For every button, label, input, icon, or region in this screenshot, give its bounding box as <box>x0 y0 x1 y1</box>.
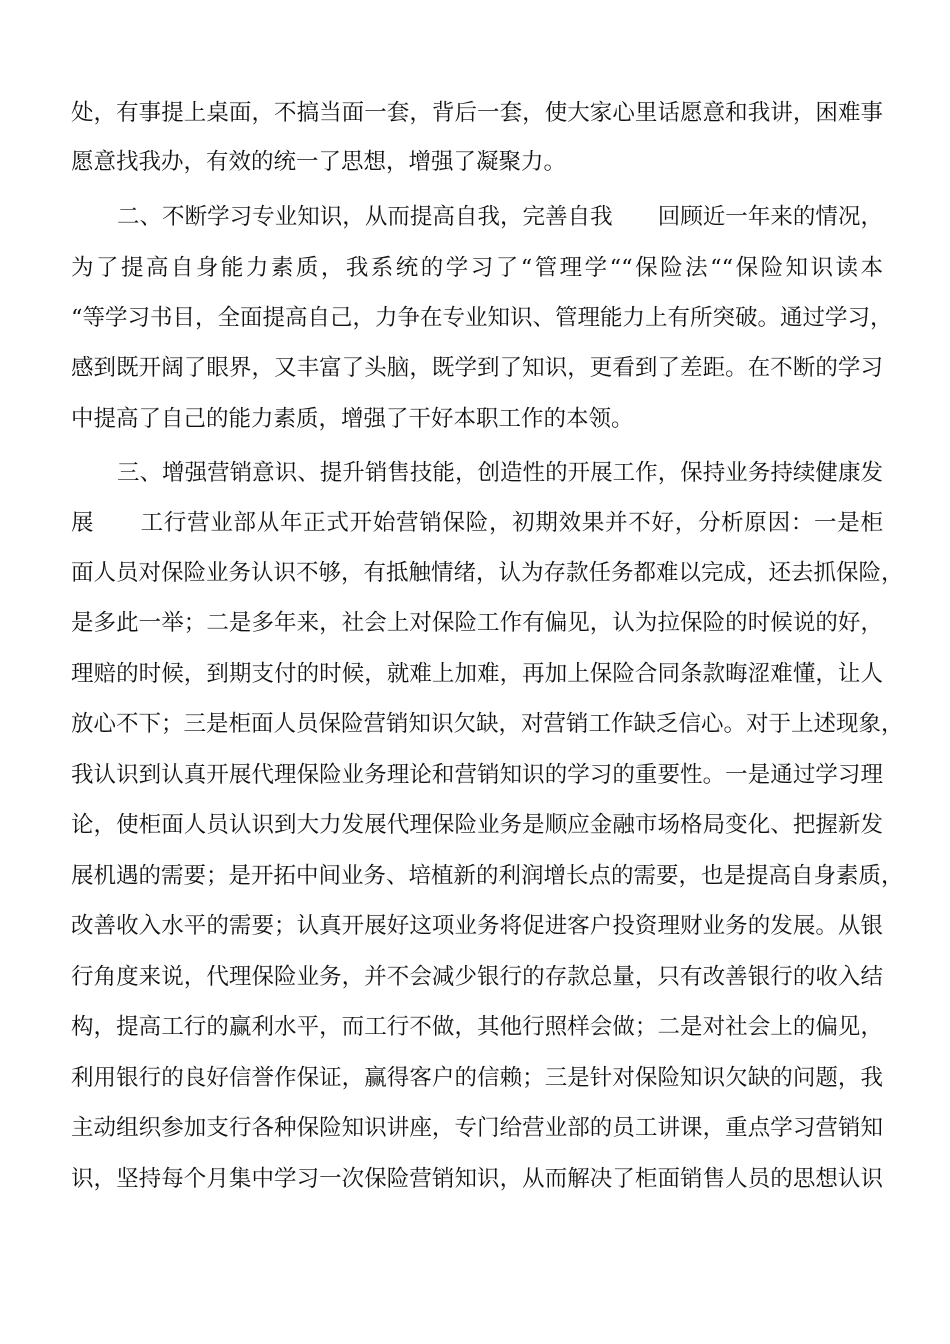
text-line-10: 面人员对保险业务认识不够，有抵触情绪，认为存款任务都难以完成，还去抓保险， <box>71 560 904 586</box>
text-line-16: 展机遇的需要；是开拓中间业务、培植新的利润增长点的需要，也是提高自身素质， <box>71 863 904 889</box>
text-line-22: 识，坚持每个月集中学习一次保险营销知识，从而解决了柜面销售人员的思想认识 <box>71 1166 883 1192</box>
text-line-2: 愿意找我办，有效的统一了思想，增强了凝聚力。 <box>71 149 567 175</box>
text-line-19: 构，提高工行的赢利水平，而工行不做，其他行照样会做；二是对社会上的偏见， <box>71 1014 883 1040</box>
text-line-17: 改善收入水平的需要；认真开展好这项业务将促进客户投资理财业务的发展。从银 <box>71 913 883 939</box>
text-line-4: 为了提高自身能力素质，我系统的学习了“管理学““保险法““保险知识读本 <box>71 255 883 281</box>
text-line-1: 处，有事提上桌面，不搞当面一套，背后一套，使大家心里话愿意和我讲，困难事 <box>71 100 883 126</box>
text-line-3: 二、不断学习专业知识，从而提高自我，完善自我 回顾近一年来的情况， <box>117 204 883 230</box>
text-line-13: 放心不下；三是柜面人员保险营销知识欠缺，对营销工作缺乏信心。对于上述现象， <box>71 711 904 737</box>
text-line-21: 主动组织参加支行各种保险知识讲座，专门给营业部的员工讲课，重点学习营销知 <box>71 1115 883 1141</box>
text-line-5: “等学习书目，全面提高自己，力争在专业知识、管理能力上有所突破。通过学习， <box>71 305 893 331</box>
text-line-7: 中提高了自己的能力素质，增强了干好本职工作的本领。 <box>71 406 634 432</box>
text-line-15: 论，使柜面人员认识到大力发展代理保险业务是顺应金融市场格局变化、把握新发 <box>71 812 883 838</box>
text-line-11: 是多此一举；二是多年来，社会上对保险工作有偏见，认为拉保险的时候说的好， <box>71 610 883 636</box>
text-line-9: 展 工行营业部从年正式开始营销保险，初期效果并不好，分析原因：一是柜 <box>71 510 883 536</box>
text-line-12: 理赔的时候，到期支付的时候，就难上加难，再加上保险合同条款晦涩难懂，让人 <box>71 661 883 687</box>
text-line-14: 我认识到认真开展代理保险业务理论和营销知识的学习的重要性。一是通过学习理 <box>71 762 883 788</box>
text-line-8: 三、增强营销意识、提升销售技能，创造性的开展工作，保持业务持续健康发 <box>117 460 883 486</box>
text-line-20: 利用银行的良好信誉作保证，赢得客户的信赖；三是针对保险知识欠缺的问题，我 <box>71 1065 883 1091</box>
text-line-6: 感到既开阔了眼界，又丰富了头脑，既学到了知识，更看到了差距。在不断的学习 <box>71 355 883 381</box>
text-line-18: 行角度来说，代理保险业务，并不会减少银行的存款总量，只有改善银行的收入结 <box>71 964 883 990</box>
